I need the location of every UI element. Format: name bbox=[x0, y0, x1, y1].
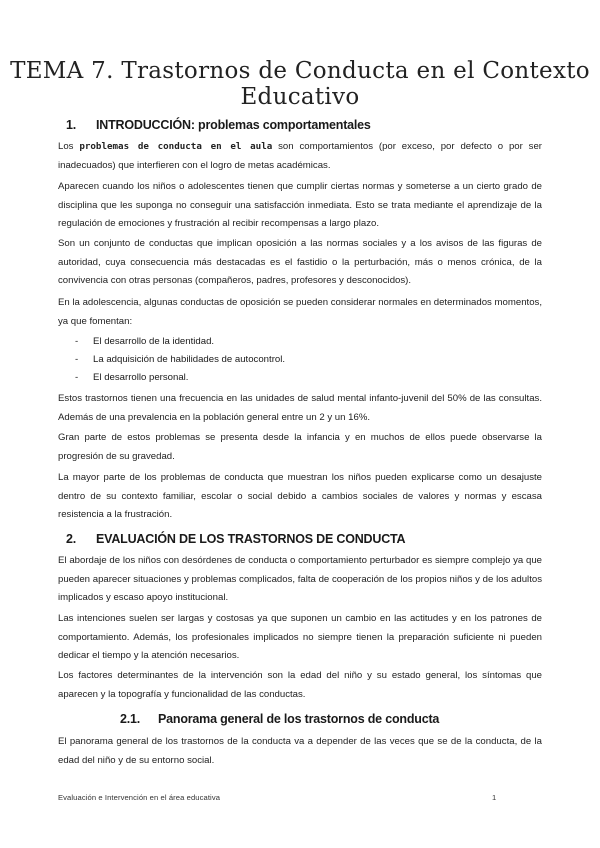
paragraph: En la adolescencia, algunas conductas de oposición se pueden considerar normales en determinados momentos, ya que fomentan: bbox=[58, 297, 542, 327]
section-2-1-title: Panorama general de los trastornos de conducta bbox=[158, 712, 440, 726]
section-1-heading bbox=[66, 118, 371, 132]
list-dash: - bbox=[75, 372, 79, 383]
paragraph: Estos trastornos tienen una frecuencia en las unidades de salud mental infanto-juvenil del 50% de las consultas. Además de una prevalencia en la población general entre un 2 y un 16%. bbox=[58, 393, 542, 423]
page-number: 1 bbox=[492, 793, 497, 802]
document-title: TEMA 7. Trastornos de Conducta en el Contexto Educativo bbox=[10, 58, 590, 110]
list-item-text: La adquisición de habilidades de autocontrol. bbox=[93, 354, 286, 365]
paragraph: Los factores determinantes de la intervención son la edad del niño y su estado general, los síntomas que aparecen y la topografía y funcionalidad de las conductas. bbox=[58, 670, 542, 700]
footer-text: Evaluación e Intervención en el área educativa bbox=[58, 793, 221, 802]
list-dash: - bbox=[75, 336, 79, 347]
paragraph-text: son comportamientos (por exceso, por defecto o por ser inadecuados) que interfieren con el logro de metas académicas. bbox=[58, 141, 542, 171]
section-1-title: INTRODUCCIÓN: problemas comportamentales bbox=[96, 118, 371, 132]
paragraph-text: Los bbox=[58, 141, 80, 152]
paragraph: Aparecen cuando los niños o adolescentes tienen que cumplir ciertas normas y someterse a un cierto grado de disciplina que les suponga no conseguir una satisfacción inmediata. Esto se trata mediante el aprendizaje de la regulación de emociones y frustración al recibir recompensas a largo plazo. bbox=[58, 181, 542, 229]
list-item bbox=[58, 351, 542, 369]
list-item-text: El desarrollo de la identidad. bbox=[93, 336, 215, 347]
emphasized-term: problemas de conducta en el aula bbox=[79, 141, 273, 152]
paragraph: Gran parte de estos problemas se presenta desde la infancia y en muchos de ellos puede observarse la progresión de su gravedad. bbox=[58, 432, 542, 462]
section-2-number: 2. bbox=[66, 532, 77, 546]
section-2-1-heading bbox=[120, 712, 439, 726]
bullet-list bbox=[58, 333, 542, 387]
paragraph: Las intenciones suelen ser largas y costosas ya que suponen un cambio en las actitudes y en los patrones de comportamiento. Además, los profesionales implicados no siempre tienen la preparación suficiente ni pueden dedicar el tiempo y la atención necesarios. bbox=[58, 613, 542, 661]
section-2-1-number: 2.1. bbox=[120, 712, 141, 726]
section-1-number: 1. bbox=[66, 118, 77, 132]
list-dash: - bbox=[75, 354, 79, 365]
paragraph: El abordaje de los niños con desórdenes de conducta o comportamiento perturbador es siempre complejo ya que pueden aparecer situaciones y problemas complicados, falta de cooperación de los propios niños y de los adultos implicados y escaso apoyo institucional. bbox=[58, 555, 542, 603]
paragraph: El panorama general de los trastornos de la conducta va a depender de las veces que se de la conducta, de la edad del niño y de su entorno social. bbox=[58, 736, 542, 766]
section-2-title: EVALUACIÓN DE LOS TRASTORNOS DE CONDUCTA bbox=[96, 532, 406, 546]
paragraph bbox=[58, 138, 542, 175]
list-item bbox=[58, 369, 542, 387]
list-item-text: El desarrollo personal. bbox=[93, 372, 189, 383]
paragraph: Son un conjunto de conductas que implican oposición a las normas sociales y a los avisos de las figuras de autoridad, cuya consecuencia más destacadas es el fastidio o la perturbación, más o menos crónica, de la convivencia con otras personas (compañeros, padres, profesores y desconocidos). bbox=[58, 238, 542, 286]
list-item bbox=[58, 333, 542, 351]
section-2-heading bbox=[66, 532, 405, 546]
paragraph: La mayor parte de los problemas de conducta que muestran los niños pueden explicarse como un desajuste dentro de su contexto familiar, escolar o social debido a cambios sociales de valores y normas y escasa resistencia a la frustración. bbox=[58, 472, 542, 520]
